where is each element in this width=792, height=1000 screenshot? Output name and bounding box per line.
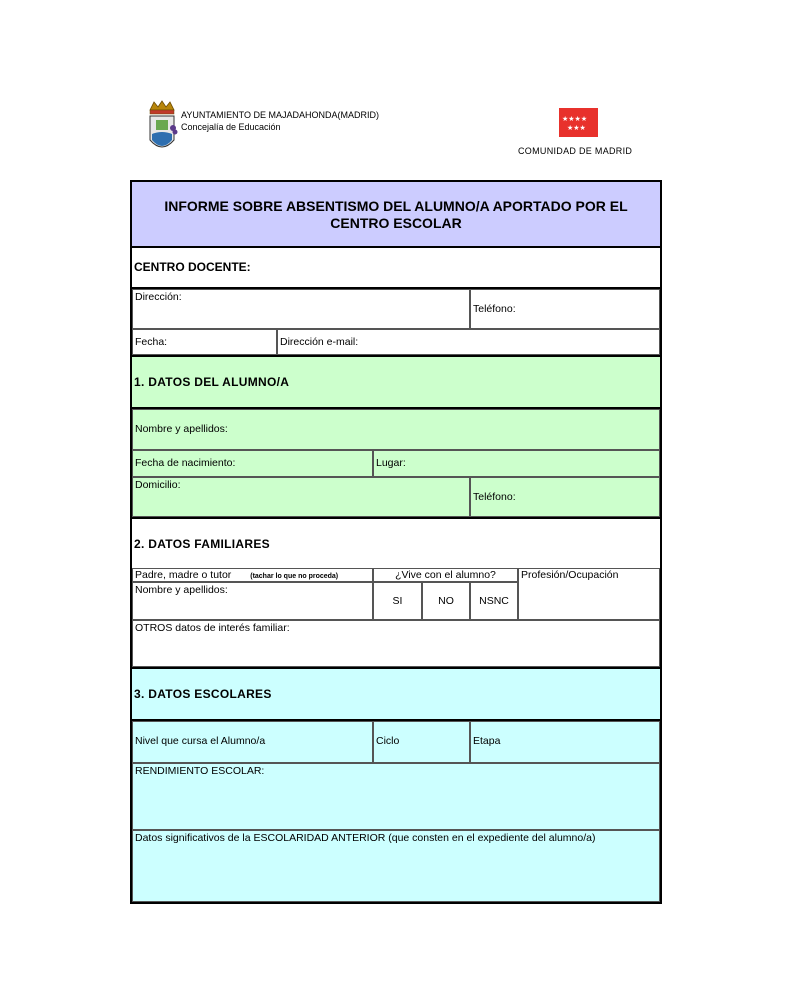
telefono-field[interactable]: Teléfono: bbox=[470, 289, 660, 329]
profesion-field[interactable]: Profesión/Ocupación bbox=[518, 568, 660, 620]
comunidad-text: COMUNIDAD DE MADRID bbox=[518, 146, 633, 156]
otros-datos-field[interactable]: OTROS datos de interés familiar: bbox=[132, 620, 660, 667]
ciclo-field[interactable]: Ciclo bbox=[373, 721, 470, 763]
concejalia-text: Concejalía de Educación bbox=[181, 122, 281, 132]
comunidad-madrid-flag bbox=[559, 108, 598, 137]
section-1-heading: 1. DATOS DEL ALUMNO/A bbox=[132, 355, 660, 409]
lugar-field[interactable]: Lugar: bbox=[373, 450, 660, 477]
nivel-field[interactable]: Nivel que cursa el Alumno/a bbox=[132, 721, 373, 763]
direccion-field[interactable]: Dirección: bbox=[132, 289, 470, 329]
si-option[interactable]: SI bbox=[373, 582, 422, 620]
vive-con-alumno-label: ¿Vive con el alumno? bbox=[373, 568, 518, 582]
majadahonda-crest bbox=[146, 100, 178, 156]
crest-icon bbox=[146, 100, 178, 156]
fecha-nacimiento-field[interactable]: Fecha de nacimiento: bbox=[132, 450, 373, 477]
svg-text:★★★★: ★★★★ bbox=[562, 115, 588, 123]
absentismo-form bbox=[130, 180, 662, 904]
no-option[interactable]: NO bbox=[422, 582, 470, 620]
svg-text:★★★: ★★★ bbox=[567, 124, 586, 132]
telefono-alumno-field[interactable]: Teléfono: bbox=[470, 477, 660, 517]
section-2-heading: 2. DATOS FAMILIARES bbox=[132, 517, 660, 568]
form-title: INFORME SOBRE ABSENTISMO DEL ALUMNO/A APORTADO POR EL CENTRO ESCOLAR bbox=[132, 182, 660, 248]
etapa-field[interactable]: Etapa bbox=[470, 721, 660, 763]
rendimiento-field[interactable]: RENDIMIENTO ESCOLAR: bbox=[132, 763, 660, 830]
section-3-heading: 3. DATOS ESCOLARES bbox=[132, 667, 660, 721]
escolaridad-anterior-field[interactable]: Datos significativos de la ESCOLARIDAD ANTERIOR (que consten en el expediente del alumno/a) bbox=[132, 830, 660, 902]
nsnc-option[interactable]: NSNC bbox=[470, 582, 518, 620]
email-field[interactable]: Dirección e-mail: bbox=[277, 329, 660, 355]
fecha-field[interactable]: Fecha: bbox=[132, 329, 277, 355]
padre-label: Padre, madre o tutor bbox=[135, 569, 232, 581]
domicilio-field[interactable]: Domicilio: bbox=[132, 477, 470, 517]
nombre-familiar-field[interactable]: Nombre y apellidos: bbox=[132, 582, 373, 620]
ayuntamiento-text: AYUNTAMIENTO DE MAJADAHONDA(MADRID) bbox=[181, 110, 380, 120]
centro-docente-field[interactable]: CENTRO DOCENTE: bbox=[132, 248, 660, 289]
nombre-field[interactable]: Nombre y apellidos: bbox=[132, 409, 660, 450]
tachar-note: (tachar lo que no proceda) bbox=[250, 573, 339, 580]
padre-madre-tutor-label[interactable] bbox=[132, 568, 373, 582]
star-icon bbox=[559, 108, 598, 137]
